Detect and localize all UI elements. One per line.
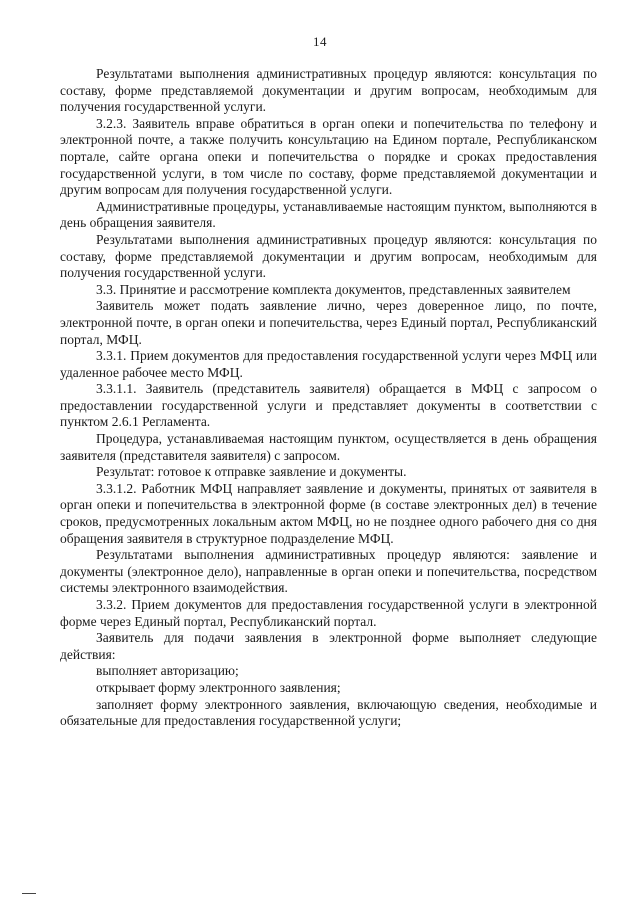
paragraph-3-3-1-2: 3.3.1.2. Работник МФЦ направляет заявление и документы, принятых от заявителя в орган опеки и попечительства в электронной форме (в составе электронных дел) в течение сроков, предусмотренных локальным актом МФЦ, но не позднее одного рабочего дня со дня обращения заявителя в структурное подразделение МФЦ. [60, 480, 597, 546]
paragraph-submission-methods: Заявитель может подать заявление лично, через доверенное лицо, по почте, электронной почте, в орган опеки и попечительства, через Единый портал, Республиканский портал, МФЦ. [60, 298, 597, 347]
paragraph-result-ready: Результат: готовое к отправке заявление и документы. [96, 464, 407, 480]
page-number: 14 [313, 34, 327, 49]
paragraph-3-3-heading: 3.3. Принятие и рассмотрение комплекта документов, представленных заявителем [96, 281, 571, 297]
paragraph-action-fill-form: заполняет форму электронного заявления, включающую сведения, необходимые и обязательные для предоставления государственной услуги; [60, 696, 597, 729]
paragraph-procedure-day: Процедура, устанавливаемая настоящим пунктом, осуществляется в день обращения заявителя (представителя заявителя) с запросом. [60, 431, 597, 463]
paragraph-results-consultation-2: Результатами выполнения административных процедур являются: консультация по составу, форме представляемой документации и другим вопросам, необходимым для получения государственной услуги. [60, 231, 597, 281]
paragraph-3-3-1: 3.3.1. Прием документов для предоставления государственной услуги через МФЦ или удаленное рабочее место МФЦ. [60, 348, 597, 380]
paragraph-3-3-2: 3.3.2. Прием документов для предоставления государственной услуги в электронной форме через Единый портал, Республиканский портал. [60, 597, 597, 629]
paragraph-3-2-3: 3.2.3. Заявитель вправе обратиться в орган опеки и попечительства по телефону и электронной почте, а также получить консультацию на Едином портале, Республиканском портале, сайте органа опеки и попечительства о порядке и сроках предоставления государственной услуги, в том числе по составу, форме представляемой документации и другим вопросам для получения государственной услуги. [60, 115, 597, 198]
paragraph-action-authorization: выполняет авторизацию; [96, 663, 239, 679]
paragraph-admin-procedures: Административные процедуры, устанавливаемые настоящим пунктом, выполняются в день обращения заявителя. [60, 198, 597, 231]
paragraph-3-3-1-1: 3.3.1.1. Заявитель (представитель заявителя) обращается в МФЦ с запросом о предоставлении государственной услуги и представляет документы в соответствии с пунктом 2.6.1 Регламента. [60, 381, 597, 430]
paragraph-results-electronic-case: Результатами выполнения административных процедур являются: заявление и документы (электронное дело), направленные в орган опеки и попечительства, посредством системы электронного взаимодействия. [60, 547, 597, 596]
scan-artifact-mark [22, 893, 36, 894]
paragraph-results-consultation: Результатами выполнения административных процедур являются: консультация по составу, форме представляемой документации и другим вопросам, необходимым для получения государственной услуги. [60, 66, 597, 115]
paragraph-action-open-form: открывает форму электронного заявления; [96, 679, 341, 695]
document-body [60, 66, 597, 730]
paragraph-applicant-actions: Заявитель для подачи заявления в электронной форме выполняет следующие действия: [60, 630, 597, 662]
